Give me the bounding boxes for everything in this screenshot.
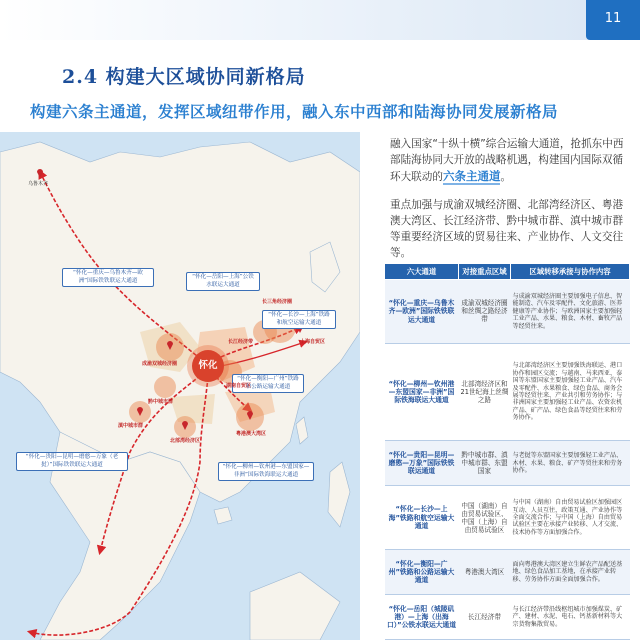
section-title: 2.4 构建大区域协同新格局: [62, 66, 306, 88]
header-band: [0, 0, 640, 40]
channel-name: “怀化—柳州—钦州港—东盟国家—非洲”国际铁海联运大通道: [385, 343, 459, 441]
table-header-content: 区域转移承接与协作内容: [511, 264, 630, 280]
region-name: 中国（湖南）自由贸易试验区、中国（上海）自由贸易试验区: [459, 486, 511, 550]
region-name: 黔中城市群、滇中城市群、东盟国家: [459, 441, 511, 486]
page-subtitle: 构建六条主通道，发挥区域纽带作用，融入东中西部和陆海协同发展新格局: [30, 103, 559, 121]
land-taiwan: [296, 417, 308, 444]
route-label-yueyang-shanghai: “怀化—岳阳—上海”公铁水联运大通道: [186, 272, 260, 291]
channel-name: “怀化—重庆—乌鲁木齐—欧洲”国际铁铁联运大通道: [385, 280, 459, 344]
city-label-chengyu: 成渝双城经济圈: [142, 361, 178, 367]
city-label-dianzhong: 滇中城市群: [118, 423, 144, 429]
region-name: 成渝双城经济圈和丝绸之路经济带: [459, 280, 511, 344]
channel-name: “怀化—长沙—上海”铁路和航空运输大通道: [385, 486, 459, 550]
land-philippines: [328, 462, 350, 527]
table-header-channel: 六大通道: [385, 264, 459, 280]
city-label-hunan-ftz: 湖南自贸区: [226, 383, 252, 389]
cooperation-content: 面向粤港澳大湾区建立生鲜农产品配送基地、绿色食品加工基地，在承接产业转移、劳务协作方面全面加强合作。: [511, 550, 630, 595]
cooperation-content: 与长江经济带沿线枢纽城市加强煤炭、矿产、建材、水泥、电石、钙基新材料等大宗货物集散贸易。: [511, 595, 630, 640]
channels-table: [384, 263, 630, 640]
city-label-urumqi: 乌鲁木齐: [28, 181, 49, 187]
cooperation-content: 与成渝双城经济圈主要加强电子信息、智能制造、汽车及零配件、文化旅游、医养健康等产业协作；与欧洲国家主要加强轻工业产品、水果、粮食、木材、畜牧产品等经贸往来。: [511, 280, 630, 344]
intro-paragraph-2: 重点加强与成渝双城经济圈、北部湾经济区、粤港澳大湾区、长江经济带、黔中城市群、滇中城市群等重要经济区域的贸易往来、产业协作、人文交往等。: [390, 199, 624, 259]
channel-name: “怀化—贵阳—昆明—磨憨—万象”国际铁铁联运通道: [385, 441, 459, 486]
table-row: [385, 343, 630, 441]
route-label-asean-africa: “怀化—柳州—钦州港—东盟国家—非洲”国际铁海联运大通道: [218, 462, 314, 481]
land-hainan: [214, 507, 232, 524]
six-channels-highlight: 六条主通道: [442, 169, 501, 183]
city-label-changjiang-sanjiao: 长三角经济圈: [262, 299, 293, 305]
intro-text: 融入国家“十纵十横”综合运输大通道，抢抓东中西部陆海协同大开放的战略机遇，构建国内国际双循环大联动的: [390, 138, 624, 183]
intro-text-end: 。: [500, 171, 512, 183]
corridor-map: [0, 132, 360, 640]
table-row: [385, 280, 630, 344]
page-number: 11: [586, 0, 640, 40]
cooperation-content: 与北部湾经济区主要加强铁海联运、港口协作和园区交流；与越南、马来西亚、泰国等东盟国家主要加强轻工业产品、汽车及零配件、水果粮食、绿色食品、商务会展等经贸往来、产业共引和劳务协作；与非洲国家主要加强轻工业产品、农资农机产品、矿产品、绿色食品等经贸往来和劳务协作。: [511, 343, 630, 441]
table-header-region: 对接重点区域: [459, 264, 511, 280]
channel-name: “怀化—衡阳—广州”铁路和公路运输大通道: [385, 550, 459, 595]
city-label-beibu: 北部湾经济区: [170, 438, 201, 444]
city-label-qianzhong: 黔中城市群: [148, 399, 174, 405]
hub-huaihua: 怀化: [192, 350, 224, 382]
city-label-gba: 粤港澳大湾区: [236, 431, 267, 437]
cooperation-content: 与老挝等东盟国家主要加强轻工业产品、木材、水果、粮食、矿产等贸往来和劳务协作。: [511, 441, 630, 486]
city-label-changjiang: 长江经济带: [228, 339, 254, 345]
route-label-changsha-shanghai: “怀化—长沙—上海”铁路和航空运输大通道: [262, 310, 336, 329]
cooperation-content: 与中国（湖南）自由贸易试验区加强园区互动、人员互往，政策互通、产业协作等全面交流合作；与中国（上海）自由贸易试验区主要在承接产业转移、人才交流、技术协作等方面加强合作。: [511, 486, 630, 550]
region-name: 粤港澳大湾区: [459, 550, 511, 595]
route-label-guangzhou: “怀化—衡阳—广州”铁路和公路运输大通道: [232, 374, 304, 393]
map-graphic: [0, 132, 360, 640]
table-row: [385, 486, 630, 550]
table-row: [385, 441, 630, 486]
city-label-shanghai-ftz: 上海自贸区: [300, 339, 326, 345]
table-row: [385, 550, 630, 595]
land-borneo: [250, 572, 340, 640]
intro-paragraph-1: [390, 136, 626, 185]
region-name: 长江经济带: [459, 595, 511, 640]
table-row: [385, 595, 630, 640]
channel-name: “怀化—岳阳（城陵矶港）—上海（出海口）”公铁水联运大通道: [385, 595, 459, 640]
region-name: 北部湾经济区和21世纪海上丝绸之路: [459, 343, 511, 441]
route-label-laos: “怀化—贵阳—昆明—磨憨—万象（老挝）”国际铁铁联运大通道: [16, 452, 128, 471]
hub-halo-qianzhong: [154, 376, 176, 398]
route-label-europe: “怀化—重庆—乌鲁木齐—欧洲”国际铁铁联运大通道: [62, 268, 154, 287]
